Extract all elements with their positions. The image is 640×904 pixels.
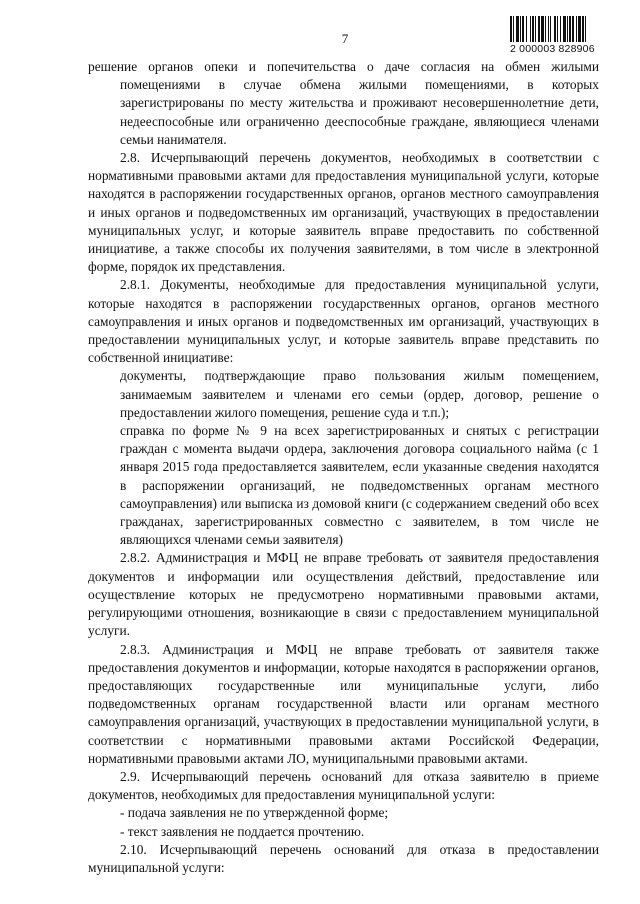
paragraph-2-8: 2.8. Исчерпывающий перечень документов, необходимых в соответствии с нормативными правовыми актами для предоставления муниципальной услуги, которые находятся в распоряжении государственных органов, органов местного самоуправления и иных органов и подведомственных им организаций, участвующих в предоставлении муниципальных услуг, и которые заявитель вправе предоставить по собственной инициативе, а также способы их получения заявителями, в том числе в электронной форме, порядок их представления. <box>88 150 599 275</box>
list-item-wrong-form: - подача заявления не по утвержденной форме; <box>120 805 389 821</box>
paragraph-opeka-decision: решение органов опеки и попечительства о даче согласия на обмен жилыми помещениями в случае обмена жилыми помещениями, в которых зарегистрированы по месту жительства и проживают несовершеннолетние дети, недееспособные или ограниченно дееспособные граждане, являющиеся членами семьи нанимателя. <box>88 59 599 147</box>
page-number: 7 <box>341 31 349 46</box>
paragraph-2-8-3: 2.8.3. Администрация и МФЦ не вправе требовать от заявителя также предоставления документов и информации, которые находятся в распоряжении органов, предоставляющих государственные или муниципальные услуги, либо подведомственных органам государственной власти или органам местного самоуправления организаций, участвующих в предоставлении муниципальной услуги, в соответствии с нормативными правовыми актами Российской Федерации, нормативными правовыми актами ЛО, муниципальными правовыми актами. <box>88 641 599 766</box>
barcode <box>510 16 602 55</box>
list-item-illegible-text: - текст заявления не поддается прочтению. <box>120 823 365 839</box>
paragraph-2-10: 2.10. Исчерпывающий перечень оснований для отказа в предоставлении муниципальной услуги: <box>88 841 599 875</box>
paragraph-2-8-1: 2.8.1. Документы, необходимые для предоставления муниципальной услуги, которые находятся в распоряжении государственных органов, органов местного самоуправления и иных органов и подведомственных им организаций, участвующих в предоставлении муниципальных услуг, и которые заявитель вправе представить по собственной инициативе: <box>88 277 599 366</box>
document-body <box>88 58 599 877</box>
barcode-number: 2 000003 828906 <box>510 43 595 55</box>
barcode-bar <box>586 16 588 42</box>
list-item-form-9-certificate: справка по форме № 9 на всех зарегистрированных и снятых с регистрации граждан с момента выдачи ордера, заключения договора социального найма (с 1 января 2015 года предоставляется заявителем, если указанные сведения находятся в распоряжении организаций, не подведомственных органам местного самоуправления) или выписка из домовой книги (с содержанием сведений обо всех гражданах, зарегистрированных совместно с заявителем, в том числе не являющихся членами семьи заявителя) <box>120 423 599 548</box>
barcode-bars-graphic <box>510 16 602 42</box>
paragraph-2-9: 2.9. Исчерпывающий перечень оснований для отказа заявителю в приеме документов, необходимых для предоставления муниципальной услуги: <box>88 768 599 803</box>
paragraph-2-8-2: 2.8.2. Администрация и МФЦ не вправе требовать от заявителя предоставления документов и информации или осуществления действий, предоставление или осуществление которых не предусмотрено нормативными правовыми актами, регулирующими отношения, возникающие в связи с предоставлением муниципальной услуги. <box>88 550 599 639</box>
list-item-housing-documents: документы, подтверждающие право пользования жилым помещением, занимаемым заявителем и членами его семьи (ордер, договор, решение о предоставлении жилого помещения, решение суда и т.п.); <box>120 368 599 420</box>
